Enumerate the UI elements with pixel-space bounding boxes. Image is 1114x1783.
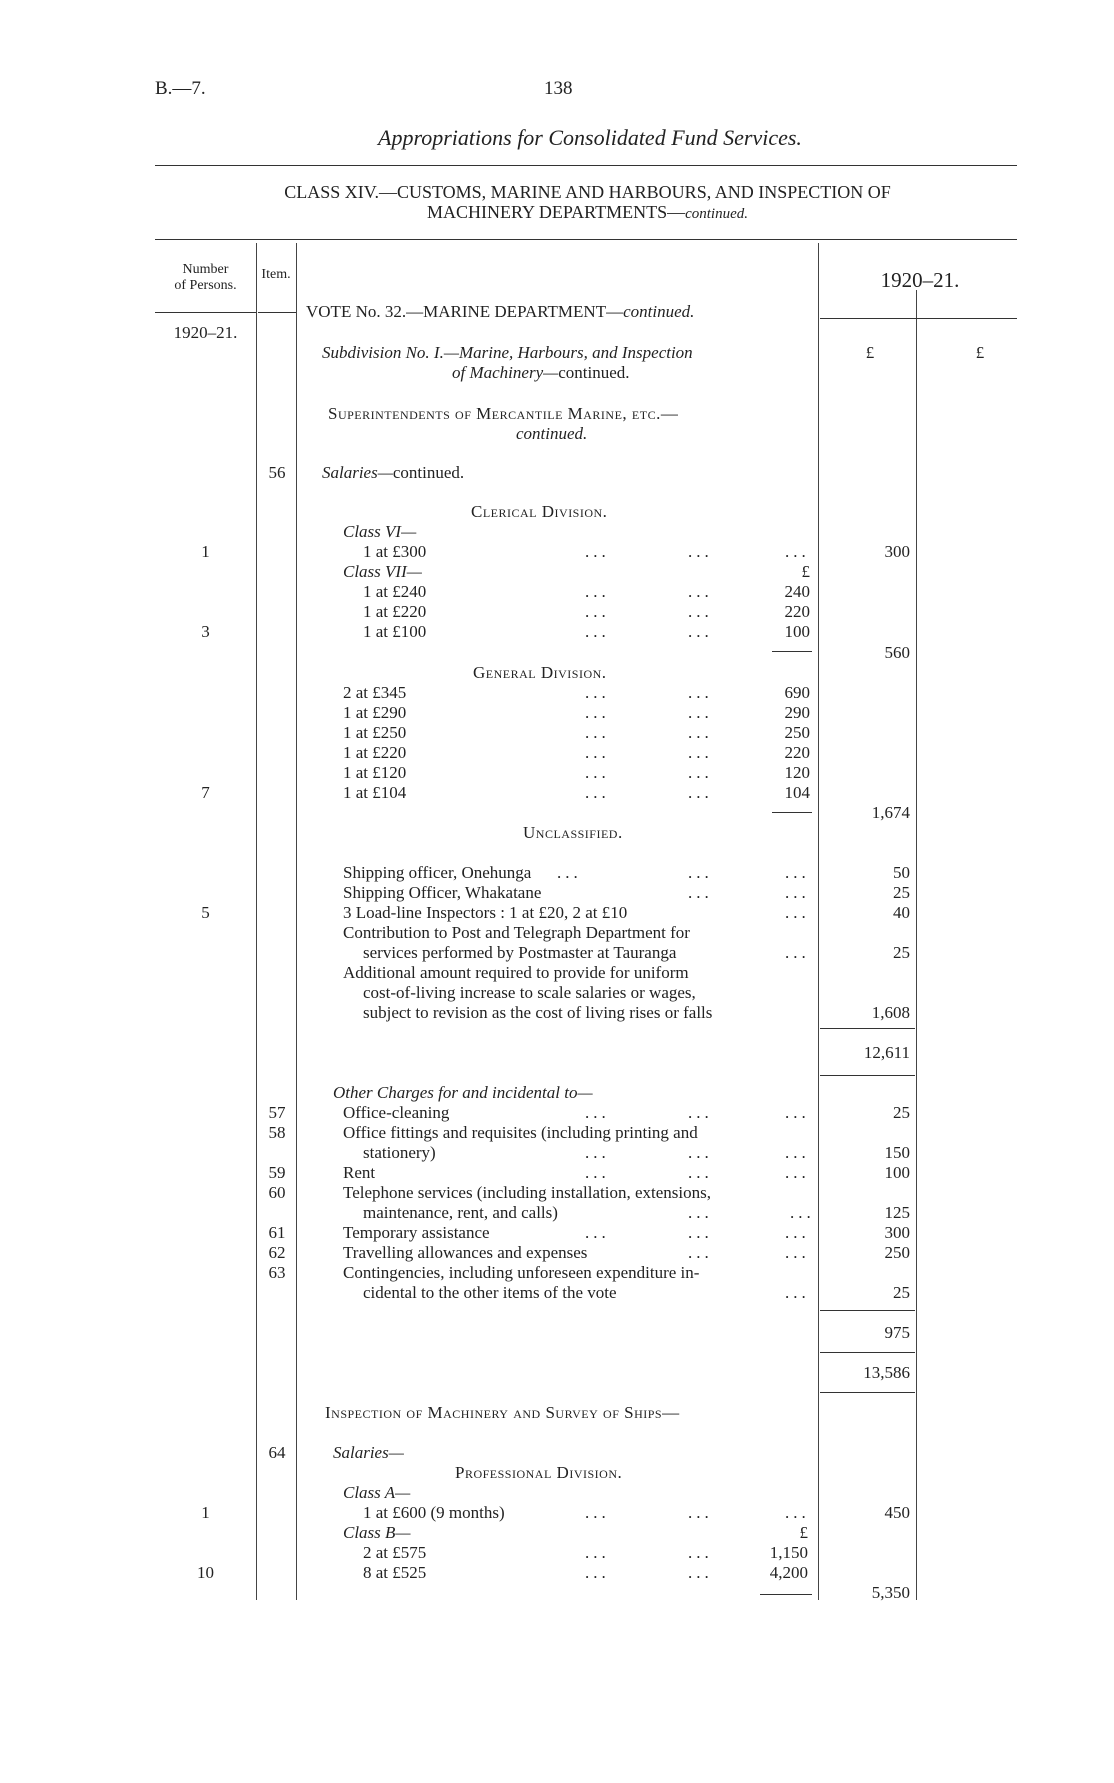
charge-line: Temporary assistance xyxy=(343,1223,490,1242)
dots: ... xyxy=(585,703,610,722)
vote-title-text: VOTE No. 32.—MARINE DEPARTMENT— xyxy=(306,302,624,321)
vote-title-cont: continued. xyxy=(623,302,695,321)
dots: ... xyxy=(688,723,713,742)
page-ref: B.—7. xyxy=(155,78,206,99)
grand-total-rule xyxy=(820,1352,915,1353)
contribution-line-2: services performed by Postmaster at Tauranga xyxy=(363,943,677,962)
dots: ... xyxy=(585,1223,610,1242)
general-line: 1 at £104 xyxy=(343,783,407,802)
class-vi-total: 300 xyxy=(884,542,910,561)
charge-line: stationery) xyxy=(363,1143,436,1162)
unclassified-persons: 5 xyxy=(201,903,210,922)
unclassified-line: Shipping Officer, Whakatane xyxy=(343,883,542,902)
dots: ... xyxy=(688,1503,713,1522)
salaries-total-rule xyxy=(820,1028,915,1029)
dots: ... xyxy=(785,903,810,922)
dots: ... xyxy=(688,1103,713,1122)
table-top-rule xyxy=(155,239,1017,240)
general-line: 1 at £250 xyxy=(343,723,407,742)
class-heading-cont: continued. xyxy=(685,206,749,222)
general-amount: 120 xyxy=(784,763,810,782)
inspection-heading: Inspection of Machinery and Survey of Ships— xyxy=(325,1403,680,1422)
unclassified-line: Shipping officer, Onehunga xyxy=(343,863,532,882)
charge-line: cidental to the other items of the vote xyxy=(363,1283,617,1302)
dots: ... xyxy=(688,683,713,702)
dots: ... xyxy=(688,1543,713,1562)
superintendents-heading: Superintendents of Mercantile Marine, etc.— xyxy=(328,404,679,423)
class-heading-line-1: CLASS XIV.—CUSTOMS, MARINE AND HARBOURS, AND INSPECTION OF xyxy=(284,182,891,202)
salaries-label xyxy=(322,463,464,483)
grand-total: 13,586 xyxy=(863,1363,910,1382)
class-vii-label: Class VII— xyxy=(343,562,422,581)
dots: ... xyxy=(785,1143,810,1162)
dots: ... xyxy=(585,1543,610,1562)
unclassified-amount: 25 xyxy=(893,883,910,902)
dots: ... xyxy=(785,1103,810,1122)
additional-line-3: subject to revision as the cost of living rises or falls xyxy=(363,1003,713,1022)
charge-line: Contingencies, including unforeseen expenditure in- xyxy=(343,1263,700,1282)
unclassified-line: 3 Load-line Inspectors : 1 at £20, 2 at £10 xyxy=(343,903,628,922)
pound-header-2: £ xyxy=(975,343,985,362)
dots: ... xyxy=(585,1143,610,1162)
general-amount: 290 xyxy=(784,703,810,722)
charge-amount: 100 xyxy=(884,1163,910,1182)
dots: ... xyxy=(688,863,713,882)
header-rule-item xyxy=(258,312,296,313)
dots: ... xyxy=(688,703,713,722)
dots: ... xyxy=(585,1103,610,1122)
charge-amount: 150 xyxy=(884,1143,910,1162)
class-vii-total: 560 xyxy=(884,643,910,662)
dots: ... xyxy=(585,582,610,601)
dots: ... xyxy=(785,943,810,962)
unclassified-amount: 50 xyxy=(893,863,910,882)
unclassified-amount: 40 xyxy=(893,903,910,922)
dots: ... xyxy=(688,743,713,762)
class-vii-amount: 240 xyxy=(784,582,810,601)
unclassified-heading: Unclassified. xyxy=(523,823,623,842)
col-header-persons-2: of Persons. xyxy=(174,278,237,293)
other-charges-heading: Other Charges for and incidental to— xyxy=(333,1083,593,1102)
charge-item-number: 58 xyxy=(268,1123,286,1142)
charge-amount: 250 xyxy=(884,1243,910,1262)
dots: ... xyxy=(785,1163,810,1182)
dots: ... xyxy=(785,863,810,882)
general-line: 1 at £120 xyxy=(343,763,407,782)
subdivision-cont: continued. xyxy=(558,363,630,382)
charge-line: maintenance, rent, and calls) xyxy=(363,1203,558,1222)
dots: ... xyxy=(785,1223,810,1242)
subdivision-line-1: Subdivision No. I.—Marine, Harbours, and Inspection xyxy=(322,343,693,362)
dots: ... xyxy=(585,1163,610,1182)
additional-line-2: cost-of-living increase to scale salaries or wages, xyxy=(363,983,696,1002)
class-b-amount: 1,150 xyxy=(769,1543,808,1562)
superintendents-cont: continued. xyxy=(516,424,588,443)
class-vi-line: 1 at £300 xyxy=(363,542,427,561)
title-rule xyxy=(155,165,1017,166)
class-b-label: Class B— xyxy=(343,1523,411,1542)
subtotal-rule xyxy=(760,1594,812,1595)
dots: ... xyxy=(688,622,713,641)
general-line: 1 at £220 xyxy=(343,743,407,762)
class-heading-line-2-text: MACHINERY DEPARTMENTS— xyxy=(426,202,686,222)
class-vi-persons: 1 xyxy=(201,542,210,561)
page-number: 138 xyxy=(544,78,573,99)
class-b-persons: 10 xyxy=(197,1563,214,1582)
dots: ... xyxy=(785,1283,810,1302)
charge-item-number: 62 xyxy=(268,1243,286,1262)
general-total: 1,674 xyxy=(871,803,910,822)
dots: ... xyxy=(585,683,610,702)
col-divider-desc xyxy=(818,243,819,1600)
charges-total: 975 xyxy=(884,1323,910,1342)
dots: ... xyxy=(688,1163,713,1182)
grand-total-rule-bottom xyxy=(820,1392,915,1393)
class-a-persons: 1 xyxy=(201,1503,210,1522)
charge-item-number: 63 xyxy=(268,1263,286,1282)
class-vii-persons: 3 xyxy=(201,622,210,641)
subdivision-line-2 xyxy=(452,363,630,383)
charge-line: Office fittings and requisites (including printing and xyxy=(343,1123,698,1142)
dots: ... xyxy=(585,763,610,782)
salaries-label-text: Salaries— xyxy=(322,463,393,482)
dots: ... xyxy=(688,1143,713,1162)
additional-line-1: Additional amount required to provide for uniform xyxy=(343,963,689,982)
inspection-item-number: 64 xyxy=(268,1443,286,1462)
col-header-item: Item. xyxy=(261,267,291,282)
salaries-item-number: 56 xyxy=(268,463,286,482)
class-heading-line-2 xyxy=(150,202,1025,223)
charge-line: Office-cleaning xyxy=(343,1103,450,1122)
dots: ... xyxy=(688,783,713,802)
general-line: 1 at £290 xyxy=(343,703,407,722)
class-a-label: Class A— xyxy=(343,1483,411,1502)
general-amount: 250 xyxy=(784,723,810,742)
clerical-heading: Clerical Division. xyxy=(471,502,608,521)
dots: ... xyxy=(688,1223,713,1242)
charge-amount: 125 xyxy=(884,1203,910,1222)
charge-item-number: 57 xyxy=(268,1103,286,1122)
header-rule-persons xyxy=(155,312,256,313)
dots: ... xyxy=(557,863,582,882)
professional-heading: Professional Division. xyxy=(455,1463,623,1482)
class-a-total: 450 xyxy=(884,1503,910,1522)
dots: ... xyxy=(688,883,713,902)
contribution-line-1: Contribution to Post and Telegraph Department for xyxy=(343,923,690,942)
dots: ... xyxy=(585,1563,610,1582)
charge-line: Travelling allowances and expenses xyxy=(343,1243,588,1262)
pound-header-1: £ xyxy=(865,343,875,362)
charge-amount: 25 xyxy=(893,1283,910,1302)
general-heading: General Division. xyxy=(473,663,607,682)
charge-amount: 300 xyxy=(884,1223,910,1242)
general-amount: 690 xyxy=(784,683,810,702)
inspection-salaries-label: Salaries— xyxy=(333,1443,404,1462)
class-vii-line: 1 at £100 xyxy=(363,622,427,641)
subdivision-line-2-text: of Machinery— xyxy=(452,363,559,382)
col-divider-persons xyxy=(256,243,257,1600)
dots: ... xyxy=(785,1503,810,1522)
col-divider-amount xyxy=(916,290,917,1600)
charge-line: Telephone services (including installation, extensions, xyxy=(343,1183,711,1202)
dots: ... xyxy=(585,723,610,742)
dots: ... xyxy=(585,1503,610,1522)
dots: ... xyxy=(585,602,610,621)
dots: ... xyxy=(785,1243,810,1262)
page-title: Appropriations for Consolidated Fund Services. xyxy=(378,125,802,150)
col-header-year: 1920–21. xyxy=(173,323,238,342)
charges-total-rule xyxy=(820,1310,915,1311)
class-a-line: 1 at £600 (9 months) xyxy=(363,1503,505,1522)
dots: ... xyxy=(688,542,713,561)
dots: ... xyxy=(585,743,610,762)
charge-line: Rent xyxy=(343,1163,376,1182)
class-vii-line: 1 at £240 xyxy=(363,582,427,601)
dots: ... xyxy=(785,542,810,561)
additional-amount: 1,608 xyxy=(871,1003,910,1022)
col-header-persons-1: Number xyxy=(182,262,229,277)
dots: ... xyxy=(790,1203,815,1222)
header-rule-year xyxy=(820,318,1017,319)
class-vii-amount: 220 xyxy=(784,602,810,621)
class-vii-amount: 100 xyxy=(784,622,810,641)
dots: ... xyxy=(585,783,610,802)
charge-item-number: 60 xyxy=(268,1183,286,1202)
dots: ... xyxy=(585,542,610,561)
contribution-amount: 25 xyxy=(893,943,910,962)
class-b-line: 2 at £575 xyxy=(363,1543,427,1562)
dots: ... xyxy=(688,602,713,621)
charge-item-number: 61 xyxy=(268,1223,286,1242)
class-vi-label: Class VI— xyxy=(343,522,417,541)
dots: ... xyxy=(688,582,713,601)
dots: ... xyxy=(688,763,713,782)
general-line: 2 at £345 xyxy=(343,683,407,702)
dots: ... xyxy=(688,1563,713,1582)
class-b-line: 8 at £525 xyxy=(363,1563,427,1582)
charge-item-number: 59 xyxy=(268,1163,286,1182)
subtotal-rule xyxy=(772,812,812,813)
general-persons: 7 xyxy=(201,783,210,802)
general-amount: 220 xyxy=(784,743,810,762)
vote-title xyxy=(306,302,694,322)
salaries-total-rule-bottom xyxy=(820,1075,915,1076)
col-header-year-right: 1920–21. xyxy=(880,268,960,292)
class-vii-pound: £ xyxy=(801,562,810,581)
dots: ... xyxy=(688,1203,713,1222)
subtotal-rule xyxy=(772,651,812,652)
class-b-total: 5,350 xyxy=(871,1583,910,1602)
salaries-label-cont: continued. xyxy=(392,463,465,482)
class-b-pound: £ xyxy=(799,1523,808,1542)
general-amount: 104 xyxy=(784,783,810,802)
salaries-total: 12,611 xyxy=(863,1043,910,1062)
dots: ... xyxy=(785,883,810,902)
dots: ... xyxy=(585,622,610,641)
class-vii-line: 1 at £220 xyxy=(363,602,427,621)
col-divider-item xyxy=(296,243,297,1600)
charge-amount: 25 xyxy=(893,1103,910,1122)
dots: ... xyxy=(688,1243,713,1262)
class-b-amount: 4,200 xyxy=(769,1563,808,1582)
